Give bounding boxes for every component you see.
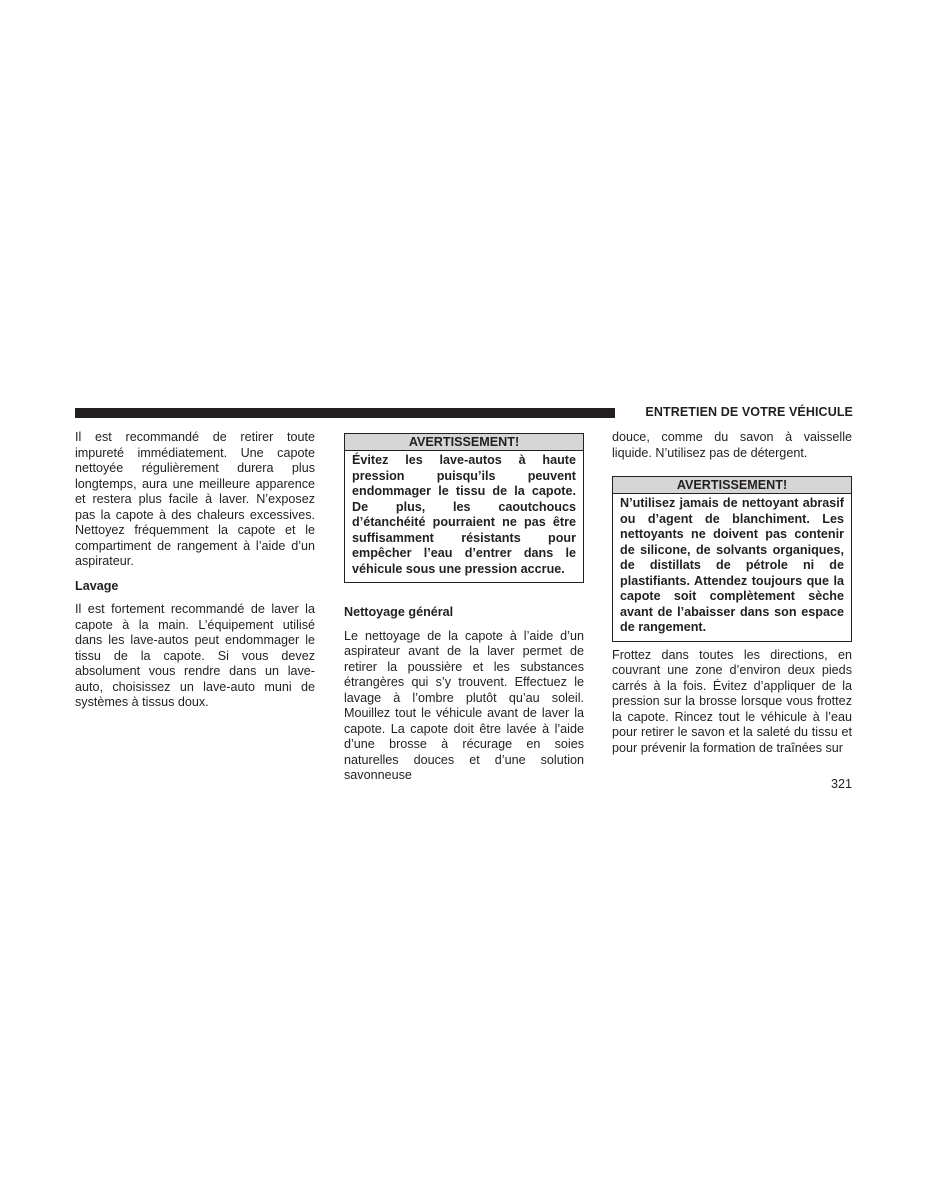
warning-text: N’utilisez jamais de nettoyant abrasif ou d’agent de blanchiment. Les nettoyants ne doivent pas contenir de silicone, de solvants organiques, de distillats de pétrole ni de plastifiants. Attendez toujours que la capote soit complètement sèche avant de l’abaisser dans son espace de rangement. (620, 496, 844, 634)
warning-text: Évitez les lave-autos à haute pression puisqu’ils peuvent endommager le tissu de la capote. De plus, les caoutchoucs d’étanchéité pourraient ne pas être suffisamment résistants pour empêcher l’eau d’entrer dans le véhicule sous une pression accrue. (352, 453, 576, 576)
scrubbing-paragraph: Frottez dans toutes les directions, en couvrant une zone d’environ deux pieds carrés à la fois. Évitez d’appliquer de la pression sur la brosse lorsque vous frottez la capote. Rincez tout le véhicule à l’eau pour retirer le savon et la saleté du tissu et pour prévenir la formation de traînées sur (612, 647, 852, 755)
page-number: 321 (830, 777, 852, 791)
lavage-heading: Lavage (75, 578, 119, 593)
column-right (612, 430, 852, 756)
column-left (75, 430, 315, 711)
column-middle (344, 430, 584, 784)
continued-paragraph: douce, comme du savon à vaisselle liquide. N’utilisez pas de détergent. (612, 430, 852, 460)
section-title: ENTRETIEN DE VOTRE VÉHICULE (645, 405, 853, 419)
warning-box-pressure-wash (344, 433, 584, 583)
general-cleaning-heading: Nettoyage général (344, 605, 454, 619)
section-header-bar (75, 408, 615, 418)
general-cleaning-paragraph: Le nettoyage de la capote à l’aide d’un aspirateur avant de la laver permet de retirer la poussière et les substances étrangères qui s’y trouvent. Effectuez le lavage à l’ombre plutôt qu’au soleil. Mouillez tout le véhicule avant de laver la capote. La capote doit être lavée à l’aide d’une brosse à récurage en soies naturelles douces et d’une solution savonneuse (344, 628, 584, 782)
warning-title: AVERTISSEMENT! (613, 477, 851, 494)
lavage-paragraph: Il est fortement recommandé de laver la capote à la main. L’équipement utilisé dans les lave-autos peut endommager le tissu de la capote. Si vous devez absolument vous rendre dans un lave-auto, choisissez un lave-auto muni de systèmes à tissus doux. (75, 602, 315, 709)
warning-title: AVERTISSEMENT! (345, 434, 583, 451)
intro-paragraph: Il est recommandé de retirer toute impureté immédiatement. Une capote nettoyée régulièrement durera plus longtemps, aura une meilleure apparence et restera plus facile à laver. N’exposez pas la capote à des chaleurs excessives. Nettoyez fréquemment la capote et le compartiment de rangement à l’aide d’un aspirateur. (75, 430, 315, 568)
warning-box-abrasive-cleaner (612, 476, 852, 642)
